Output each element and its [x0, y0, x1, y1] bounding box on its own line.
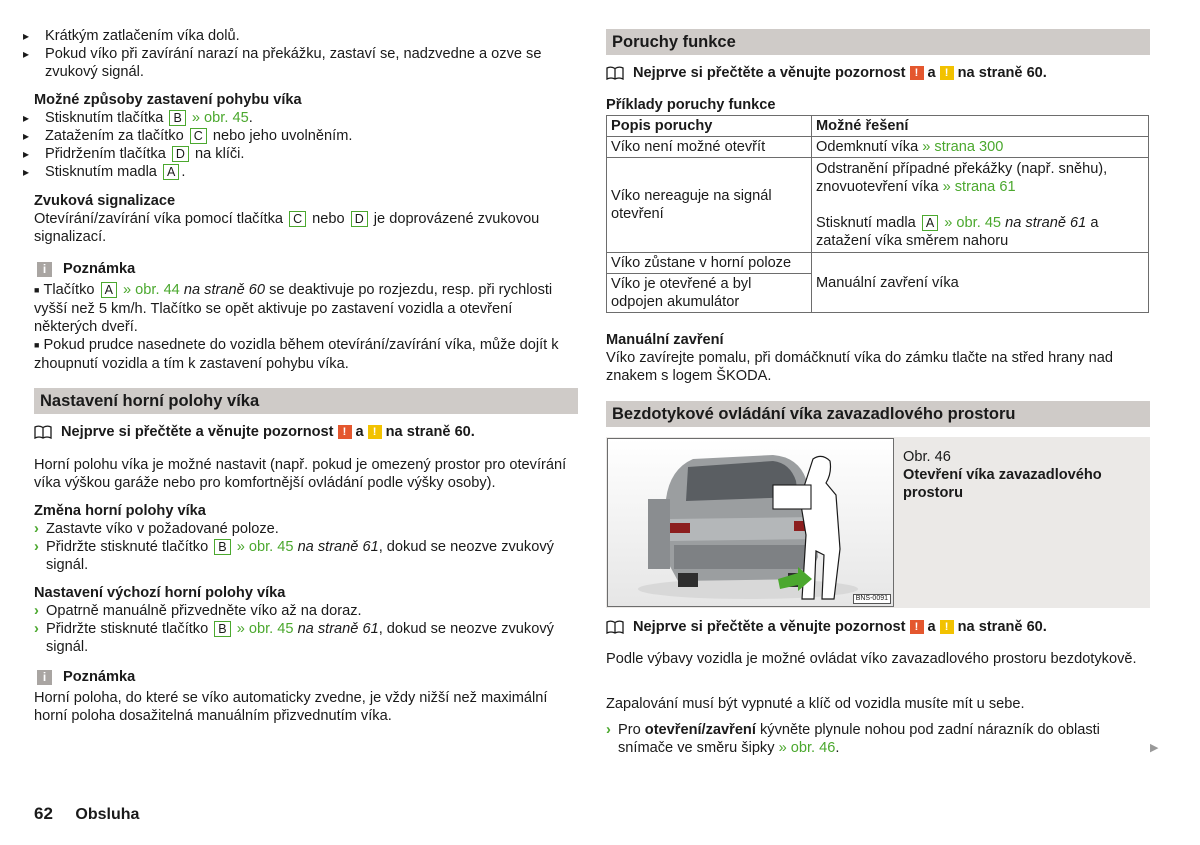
intro-paragraph: Horní polohu víka je možné nastavit (např. pokud je omezený prostor pro otevírání víka výškou garáže nebo pro komfortnější ovládání podle výšky osoby). — [34, 457, 567, 491]
key-label: B — [214, 621, 230, 637]
warning-yellow-icon: ! — [940, 620, 954, 634]
note-paragraph: Horní poloha, do které se víko automaticky zvedne, je vždy nižší než maximální horní poloha dosažitelná manuálním přizvednutím víka. — [34, 690, 548, 724]
warning-reference: Nejprve si přečtěte a věnujte pozornost ! a ! na straně 60. — [34, 423, 578, 441]
figure-caption: Otevření víka zavazadlového prostoru — [903, 467, 1102, 501]
figure-number: Obr. 46 — [903, 449, 951, 465]
figure-link[interactable]: » obr. 46 — [778, 740, 836, 756]
warning-reference: Nejprve si přečtěte a věnujte pozornost ! a ! na straně 60. — [606, 64, 1150, 82]
section-heading-upper-position: Nastavení horní polohy víka — [34, 388, 578, 414]
figure-link[interactable]: » obr. 45 — [191, 110, 249, 126]
note-heading: i Poznámka — [34, 668, 578, 686]
warning-red-icon: ! — [910, 66, 924, 80]
table-cell: Víko je otevřené a byl odpojen akumulátor — [607, 274, 812, 313]
warning-red-icon: ! — [910, 620, 924, 634]
book-icon — [606, 620, 624, 634]
step-item: › Zastavte víko v požadované poloze. — [34, 521, 279, 537]
section-heading-malfunctions: Poruchy funkce — [606, 29, 1150, 55]
page-link[interactable]: » strana 61 — [942, 179, 1016, 195]
manual-close-title: Manuální zavření — [606, 332, 724, 348]
figure-link[interactable]: » obr. 45 — [944, 215, 1002, 231]
page-footer — [34, 805, 139, 824]
stop-item: ▸ Přidržením tlačítka D na klíči. — [34, 145, 578, 163]
table-row — [607, 253, 1149, 274]
info-icon: i — [37, 670, 52, 685]
key-label: C — [190, 128, 207, 144]
continue-arrow-icon: ▶ — [1150, 742, 1159, 754]
figure-container — [606, 437, 1150, 608]
stop-item: ▸ Zatažením za tlačítko C nebo jeho uvolněním. — [34, 127, 578, 145]
step-item: › Přidržte stisknuté tlačítko B » obr. 45 na straně 61, dokud se neozve zvukový signál. — [34, 539, 554, 573]
sound-signal-title: Zvuková signalizace — [34, 193, 176, 209]
default-position-title: Nastavení výchozí horní polohy víka — [34, 585, 286, 601]
car-illustration — [607, 438, 894, 607]
malfunction-table — [606, 115, 1149, 313]
table-header: Popis poruchy — [607, 116, 812, 137]
note-paragraph: ■ Tlačítko A » obr. 44 na straně 60 se deaktivuje po rozjezdu, resp. při rychlosti vyšší než 5 km/h. Tlačítko se opět aktivuje po zastavení vozidla a otevření některých dveří. — [34, 281, 578, 336]
manual-close-text: Víko zavírejte pomalu, při domáčknutí víka do zámku tlačte na střed hrany nad znakem s logem ŠKODA. — [606, 350, 1113, 384]
body-paragraph: Zapalování musí být vypnuté a klíč od vozidla musíte mít u sebe. — [606, 696, 1025, 712]
sound-signal-text: Otevírání/zavírání víka pomocí tlačítka C nebo D je doprovázené zvukovou signalizací. — [34, 211, 540, 245]
footer-section: Obsluha — [75, 806, 140, 823]
figure-link[interactable]: » obr. 44 — [123, 282, 180, 298]
change-position-title: Změna horní polohy víka — [34, 503, 206, 519]
key-label: A — [163, 164, 179, 180]
stop-methods-title: Možné způsoby zastavení pohybu víka — [34, 92, 302, 108]
figure-link[interactable]: » obr. 45 — [236, 621, 294, 637]
warning-reference: Nejprve si přečtěte a věnujte pozornost ! a ! na straně 60. — [606, 618, 1150, 636]
book-icon — [34, 425, 52, 439]
key-label: D — [351, 211, 368, 227]
step-item: › Pro otevření/zavření kývněte plynule nohou pod zadní nárazník do oblasti snímače ve směru šipky » obr. 46. — [606, 722, 1100, 756]
table-caption: Příklady poruchy funkce — [606, 97, 776, 113]
bullet-item: ▸ Pokud víko při zavírání narazí na překážku, zastaví se, nadzvedne a ozve se zvukový signál. — [34, 45, 578, 81]
figure-link[interactable]: » obr. 45 — [236, 539, 294, 555]
table-cell: Odstranění případné překážky (např. sněhu), znovuotevření víka » strana 61 Stisknutí madla A » obr. 45 na straně 61 a zatažení víka směrem nahoru — [812, 158, 1149, 253]
figure-code: BNS-0091 — [853, 594, 891, 604]
step-item: › Opatrně manuálně přizvedněte víko až na doraz. — [34, 603, 362, 619]
table-cell: Víko není možné otevřít — [607, 137, 812, 158]
bullet-item: ▸ Krátkým zatlačením víka dolů. — [34, 27, 578, 45]
info-icon: i — [37, 262, 52, 277]
body-paragraph: Podle výbavy vozidla je možné ovládat víko zavazadlového prostoru bezdotykově. — [606, 651, 1137, 667]
section-heading-contactless: Bezdotykové ovládání víka zavazadlového prostoru — [606, 401, 1150, 427]
note-paragraph: ■ Pokud prudce nasednete do vozidla během otevírání/zavírání víka, může dojít k zhoupnutí vozidla a tím k zastavení pohybu víka. — [34, 336, 578, 373]
stop-item: ▸ Stisknutím tlačítka B » obr. 45. — [34, 109, 578, 127]
table-cell: Odemknutí víka » strana 300 — [812, 137, 1149, 158]
key-label: B — [214, 539, 230, 555]
step-item: › Přidržte stisknuté tlačítko B » obr. 45 na straně 61, dokud se neozve zvukový signál. — [34, 621, 554, 655]
table-row — [607, 137, 1149, 158]
table-cell: Víko nereaguje na signál otevření — [607, 158, 812, 253]
key-label: A — [101, 282, 117, 298]
warning-yellow-icon: ! — [940, 66, 954, 80]
table-row — [607, 158, 1149, 253]
page-link[interactable]: » strana 300 — [922, 139, 1004, 155]
key-label: C — [289, 211, 306, 227]
warning-red-icon: ! — [338, 425, 352, 439]
table-header-row — [607, 116, 1149, 137]
key-label: A — [922, 215, 938, 231]
stop-item: ▸ Stisknutím madla A . — [34, 163, 578, 181]
table-cell: Manuální zavření víka — [812, 253, 1149, 313]
warning-yellow-icon: ! — [368, 425, 382, 439]
table-header: Možné řešení — [812, 116, 1149, 137]
table-cell: Víko zůstane v horní poloze — [607, 253, 812, 274]
note-heading: i Poznámka — [34, 260, 578, 278]
key-label: B — [169, 110, 185, 126]
book-icon — [606, 66, 624, 80]
page-number: 62 — [34, 804, 53, 823]
key-label: D — [172, 146, 189, 162]
